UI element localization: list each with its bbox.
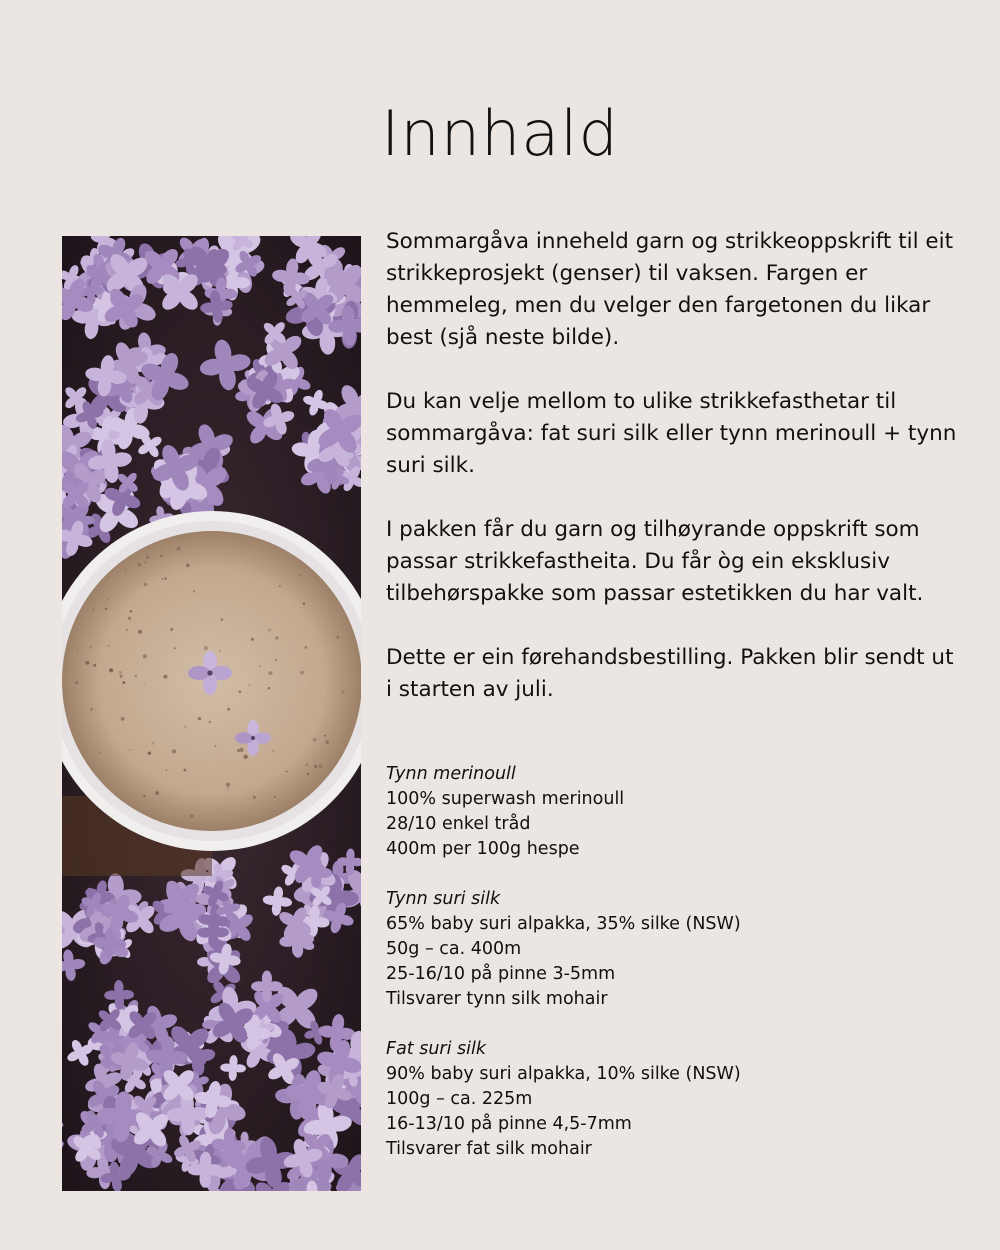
yarn-detail: 28/10 enkel tråd [386,814,531,834]
yarn-detail: 100% superwash merinoull [386,789,625,809]
yarn-detail: Tilsvarer tynn silk mohair [386,989,608,1009]
yarn-detail: 65% baby suri alpakka, 35% silke (NSW) [386,914,741,934]
yarn-detail: 90% baby suri alpakka, 10% silke (NSW) [386,1064,741,1084]
yarn-specs [386,762,946,1187]
yarn-detail: 25-16/10 på pinne 3-5mm [386,964,616,984]
yarn-name: Fat suri silk [386,1039,487,1059]
page-title: Innhald [381,97,619,170]
yarn-detail: 50g – ca. 400m [386,939,522,959]
lilac-coffee-photo [62,236,361,1191]
yarn-name: Tynn suri silk [386,889,501,909]
yarn-spec-fat-suri-silk [386,1037,946,1162]
yarn-spec-tynn-merinoull [386,762,946,862]
yarn-detail: 100g – ca. 225m [386,1089,533,1109]
yarn-detail: Tilsvarer fat silk mohair [386,1139,592,1159]
intro-paragraph: I pakken får du garn og tilhøyrande oppskrift som passar strikkefastheita. Du får òg ein eksklusiv tilbehørspakke som passar estetikken du har valt. [386,517,924,606]
yarn-spec-tynn-suri-silk [386,887,946,1012]
yarn-detail: 16-13/10 på pinne 4,5-7mm [386,1114,632,1134]
yarn-name: Tynn merinoull [386,764,516,784]
intro-text [386,226,966,738]
intro-paragraph: Sommargåva inneheld garn og strikkeoppskrift til eit strikkeprosjekt (genser) til vaksen. Fargen er hemmeleg, men du velger den fargetonen du likar best (sjå neste bilde). [386,229,954,350]
intro-paragraph: Dette er ein førehandsbestilling. Pakken blir sendt ut i starten av juli. [386,645,954,702]
yarn-detail: 400m per 100g hespe [386,839,580,859]
intro-paragraph: Du kan velje mellom to ulike strikkefasthetar til sommargåva: fat suri silk eller tynn merinoull + tynn suri silk. [386,389,957,478]
